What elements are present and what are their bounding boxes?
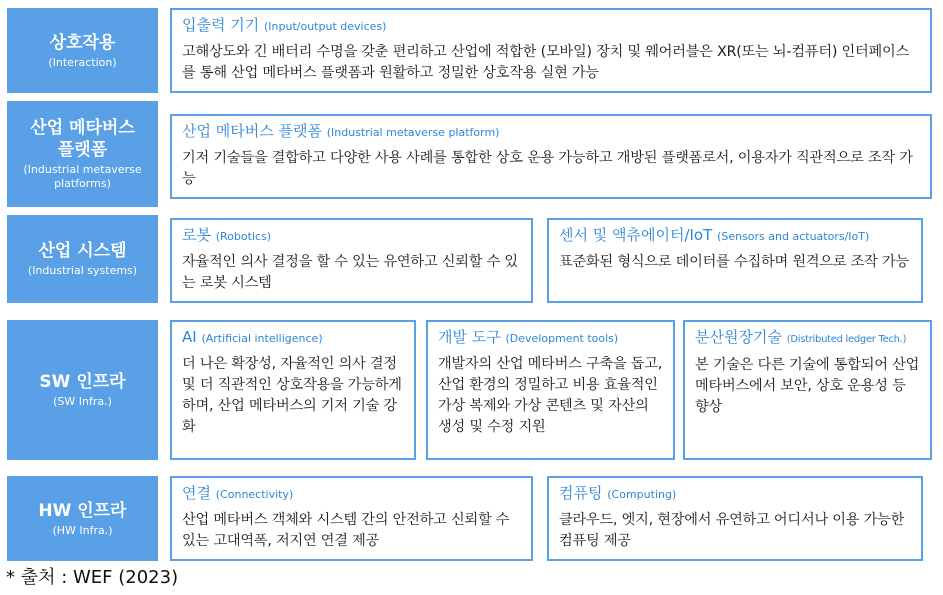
row-label-industrial-systems <box>7 215 158 303</box>
row-label-en: (SW Infra.) <box>53 395 112 408</box>
box-body: 개발자의 산업 메타버스 구축을 돕고, 산업 환경의 정밀하고 비용 효율적인 가상 복제와 가상 콘텐츠 및 자산의 생성 및 수정 지원 <box>438 356 663 435</box>
box-robotics <box>170 218 533 303</box>
box-title-en: (Connectivity) <box>215 488 294 501</box>
box-ai <box>170 320 416 460</box>
box-title-ko: 입출력 기기 <box>182 16 260 34</box>
box-body: 더 나은 확장성, 자율적인 의사 결정 및 더 직관적인 상호작용을 가능하게 하며, 산업 메타버스의 기저 기술 강화 <box>182 356 402 435</box>
box-title-ko: 산업 메타버스 플랫폼 <box>182 122 322 140</box>
row-label-en: (Interaction) <box>48 55 117 69</box>
box-title <box>182 224 521 248</box>
box-body: 표준화된 형식으로 데이터를 수집하며 원격으로 조작 가능 <box>559 254 909 270</box>
row-label-en: (Industrial systems) <box>27 264 138 277</box>
box-title <box>182 120 920 144</box>
box-title <box>559 224 911 248</box>
box-title-en: (Artificial intelligence) <box>201 332 323 345</box>
row-label-ko: 상호작용 <box>49 32 116 53</box>
box-body: 고해상도와 긴 배터리 수명을 갖춘 편리하고 산업에 적합한 (모바일) 장치 및 웨어러블은 XR(또는 뇌-컴퓨터) 인터페이스를 통해 산업 메타버스 플랫폼과 원활하고 정밀한 상호작용 실현 가능 <box>182 44 910 81</box>
box-title-ko: 로봇 <box>182 226 211 244</box>
source-note: * 출처 : WEF (2023) <box>6 567 179 588</box>
box-body: 기저 기술들을 결합하고 다양한 사용 사례를 통합한 상호 운용 가능하고 개방된 플랫폼로서, 이용자가 직관적으로 조작 가능 <box>182 150 913 187</box>
box-title-en: (Development tools) <box>505 332 619 345</box>
box-title-ko: 개발 도구 <box>438 328 501 346</box>
row-label-ko: HW 인프라 <box>38 500 127 521</box>
box-body: 자율적인 의사 결정을 할 수 있는 유연하고 신뢰할 수 있는 로봇 시스템 <box>182 254 518 291</box>
box-title-en: (Sensors and actuators/IoT) <box>717 230 870 243</box>
box-development-tools <box>426 320 675 460</box>
row-label-en: (HW Infra.) <box>52 523 113 537</box>
box-title-en: (Robotics) <box>215 230 272 243</box>
box-title <box>695 326 920 351</box>
box-body: 산업 메타버스 객체와 시스템 간의 안전하고 신뢰할 수 있는 고대역폭, 저지연 연결 제공 <box>182 512 510 549</box>
box-title-ko: 연결 <box>182 484 211 502</box>
box-title <box>182 482 521 506</box>
box-title-en: (Input/output devices) <box>264 20 387 33</box>
box-title <box>559 482 911 506</box>
box-title <box>182 326 404 350</box>
box-body: 본 기술은 다른 기술에 통합되어 산업 메타버스에서 보안, 상호 운용성 등 향상 <box>695 357 920 415</box>
box-title <box>182 14 920 38</box>
box-title-ko: 분산원장기술 <box>695 328 782 346</box>
box-distributed-ledger <box>683 320 932 460</box>
box-title-ko: AI <box>182 328 197 346</box>
row-label-hw-infra <box>7 476 158 561</box>
row-label-ko: SW 인프라 <box>39 372 126 392</box>
box-title-en: (Industrial metaverse platform) <box>326 126 500 139</box>
box-title-en: (Computing) <box>607 488 677 501</box>
box-title-ko: 컴퓨팅 <box>559 484 603 502</box>
box-connectivity <box>170 476 533 561</box>
box-computing <box>547 476 923 561</box>
box-title <box>438 326 663 350</box>
row-label-sw-infra <box>7 320 158 460</box>
row-label-platforms <box>7 101 158 207</box>
box-sensors-actuators <box>547 218 923 303</box>
row-label-ko: 산업 시스템 <box>38 241 127 261</box>
box-title-ko: 센서 및 액츄에이터/IoT <box>559 226 713 244</box>
box-title-en: (Distributed ledger Tech.) <box>786 334 907 345</box>
row-label-ko: 산업 메타버스 플랫폼 <box>30 118 135 160</box>
box-input-output-devices <box>170 8 932 93</box>
box-industrial-metaverse-platform <box>170 114 932 199</box>
box-body: 클라우드, 엣지, 현장에서 유연하고 어디서나 이용 가능한 컴퓨팅 제공 <box>559 512 905 549</box>
row-label-en: (Industrial metaverse platforms) <box>23 163 142 190</box>
row-label-interaction <box>7 8 158 93</box>
